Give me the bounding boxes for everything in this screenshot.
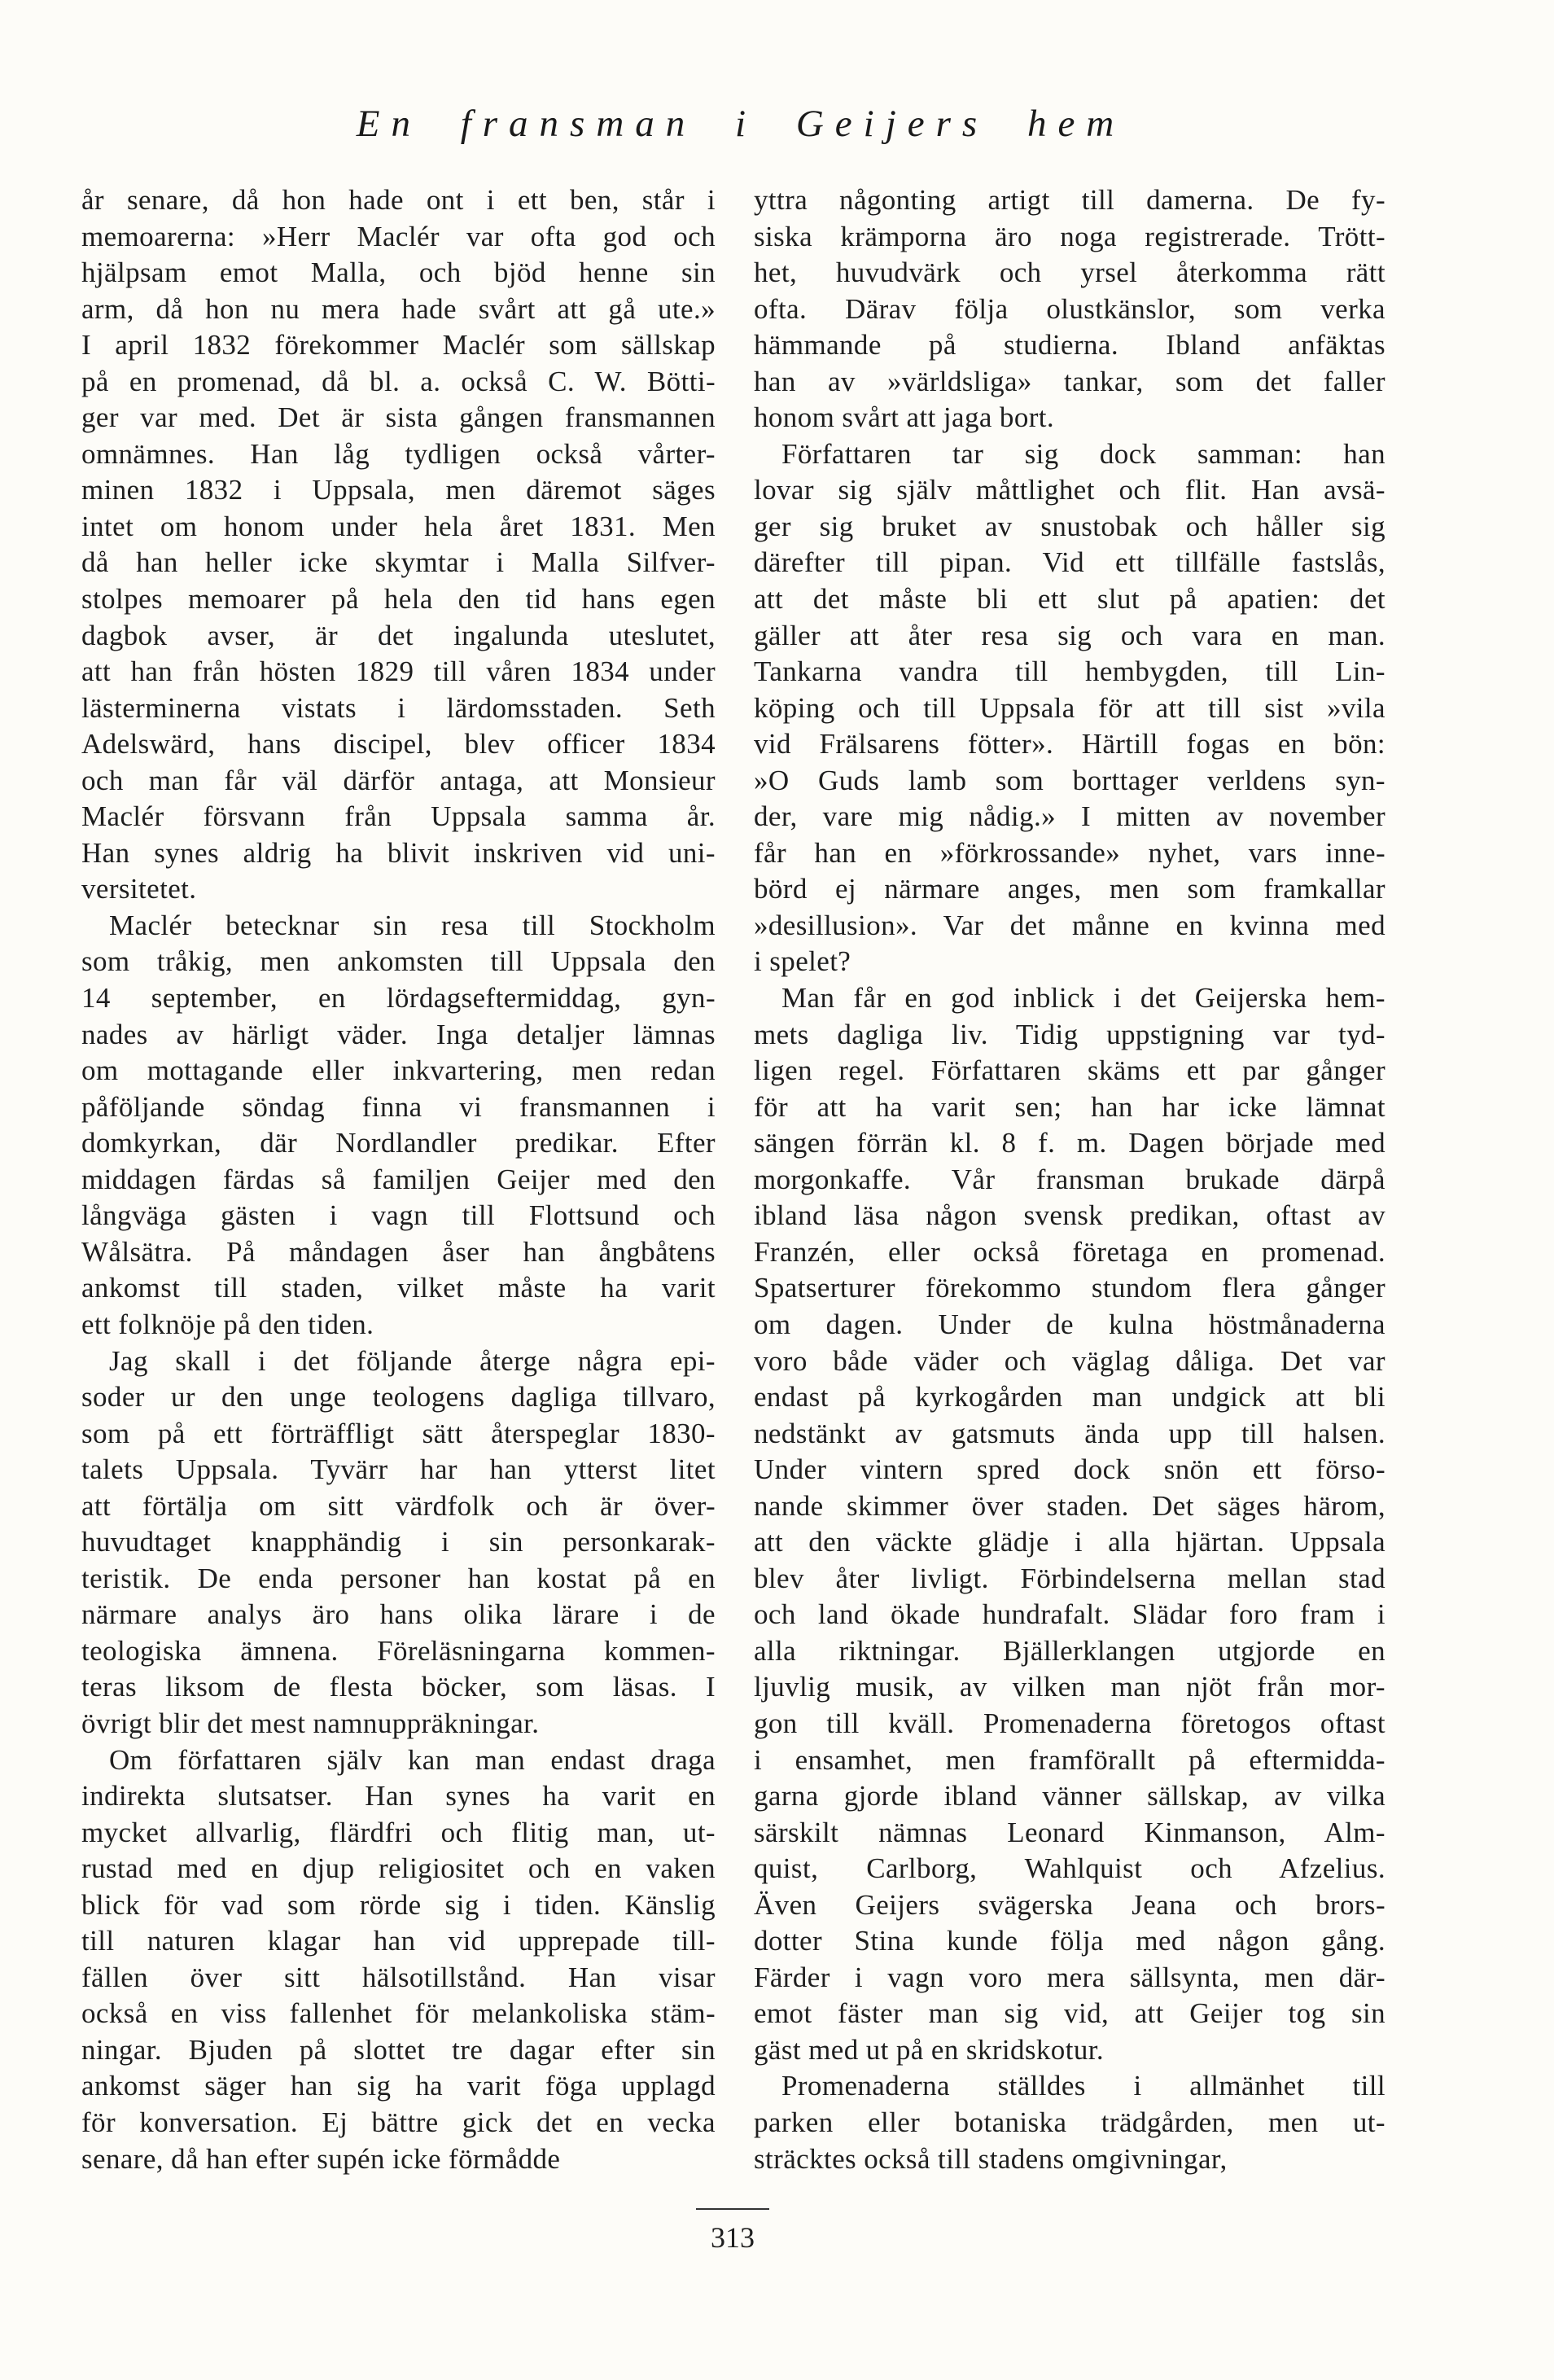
text-line: Under vintern spred dock snön ett förso- — [754, 1453, 1385, 1486]
text-line: teras liksom de flesta böcker, som läsas. I — [81, 1671, 716, 1703]
text-line: nades av härligt väder. Inga detaljer lämnas — [81, 1018, 716, 1050]
text-line: börd ej närmare anges, men som framkallar — [754, 873, 1385, 905]
text-line: gäller att åter resa sig och vara en man. — [754, 619, 1385, 651]
text-line: parken eller botaniska trädgården, men ut- — [754, 2106, 1385, 2138]
text-column-right — [754, 182, 1385, 2177]
text-line: honom svårt att jaga bort. — [754, 401, 1055, 434]
text-line: Jag skall i det följande återge några epi- — [109, 1344, 716, 1377]
text-line: intet om honom under hela året 1831. Men — [81, 510, 716, 542]
text-line: närmare analys äro hans olika lärare i de — [81, 1598, 716, 1631]
text-line: siska krämporna äro noga registrerade. Trött- — [754, 220, 1385, 252]
text-line: ankomst till staden, vilket måste ha varit — [81, 1272, 716, 1304]
text-line: teologiska ämnena. Föreläsningarna kommen- — [81, 1634, 716, 1667]
text-line: ofta. Därav följa olustkänslor, som verka — [754, 292, 1385, 325]
text-line: nande skimmer över staden. Det säges härom, — [754, 1489, 1385, 1522]
text-line: dotter Stina kunde följa med någon gång. — [754, 1925, 1385, 1957]
paragraph — [754, 182, 1385, 436]
text-line: och man får väl därför antaga, att Monsieur — [81, 764, 716, 796]
text-line: garna gjorde ibland vänner sällskap, av vilka — [754, 1780, 1385, 1812]
text-line: om mottagande eller inkvartering, men redan — [81, 1054, 716, 1087]
text-line: soder ur den unge teologens dagliga tillvaro, — [81, 1381, 716, 1414]
text-column-left — [81, 182, 716, 2177]
text-line: memoarerna: »Herr Maclér var ofta god och — [81, 220, 716, 252]
text-line: Adelswärd, hans discipel, blev officer 1834 — [81, 728, 716, 760]
text-line: gon till kväll. Promenaderna företogos oftast — [754, 1707, 1385, 1739]
text-line: långväga gästen i vagn till Flottsund och — [81, 1199, 716, 1232]
text-line: yttra någonting artigt till damerna. De fy- — [754, 184, 1385, 216]
text-line: Maclér betecknar sin resa till Stockholm — [109, 909, 716, 941]
paragraph — [81, 1343, 716, 1742]
text-line: sängen förrän kl. 8 f. m. Dagen började med — [754, 1127, 1385, 1159]
text-line: år senare, då hon hade ont i ett ben, står i — [81, 184, 716, 216]
text-line: voro både väder och väglag dåliga. Det var — [754, 1344, 1385, 1377]
text-line: ger sig bruket av snustobak och håller sig — [754, 510, 1385, 542]
text-line: indirekta slutsatser. Han synes ha varit en — [81, 1780, 716, 1812]
text-line: som på ett förträffligt sätt återspeglar 1830- — [81, 1417, 716, 1449]
text-line: för konversation. Ej bättre gick det en vecka — [81, 2106, 716, 2138]
text-line: mets dagliga liv. Tidig uppstigning var tyd- — [754, 1018, 1385, 1050]
text-line: hämmande på studierna. Ibland anfäktas — [754, 329, 1385, 362]
text-line: också en viss fallenhet för melankoliska stäm- — [81, 1997, 716, 2030]
text-line: får han en »förkrossande» nyhet, vars inne- — [754, 836, 1385, 869]
text-line: Om författaren själv kan man endast draga — [109, 1743, 716, 1776]
text-line: senare, då han efter supén icke förmådde — [81, 2142, 561, 2175]
text-line: köping och till Uppsala för att till sist »vila — [754, 691, 1385, 724]
text-line: lovar sig själv måttlighet och flit. Han avsä- — [754, 474, 1385, 506]
text-line: att han från hösten 1829 till våren 1834 under — [81, 655, 716, 688]
text-line: talets Uppsala. Tyvärr har han ytterst litet — [81, 1453, 716, 1486]
text-line: till naturen klagar han vid upprepade till- — [81, 1925, 716, 1957]
text-line: särskilt nämnas Leonard Kinmanson, Alm- — [754, 1816, 1385, 1848]
text-line: som tråkig, men ankomsten till Uppsala den — [81, 945, 716, 978]
text-line: blick för vad som rörde sig i tiden. Känslig — [81, 1888, 716, 1921]
text-line: Spatserturer förekommo stundom flera gånger — [754, 1272, 1385, 1304]
text-line: Man får en god inblick i det Geijerska hem- — [781, 982, 1385, 1015]
paragraph — [754, 2068, 1385, 2177]
text-line: att förtälja om sitt värdfolk och är över- — [81, 1489, 716, 1522]
text-line: »desillusion». Var det månne en kvinna med — [754, 909, 1385, 941]
paragraph — [754, 436, 1385, 980]
text-line: teristik. De enda personer han kostat på en — [81, 1562, 716, 1594]
text-line: sträcktes också till stadens omgivningar, — [754, 2142, 1228, 2175]
text-line: för att ha varit sen; han har icke lämnat — [754, 1090, 1385, 1123]
text-line: och land ökade hundrafalt. Slädar foro fram i — [754, 1598, 1385, 1631]
text-line: därefter till pipan. Vid ett tillfälle fastslås, — [754, 546, 1385, 579]
text-line: huvudtaget knapphändig i sin personkarak- — [81, 1526, 716, 1558]
text-line: dagbok avser, är det ingalunda uteslutet, — [81, 619, 716, 651]
text-line: ankomst säger han sig ha varit föga upplagd — [81, 2070, 716, 2102]
text-line: stolpes memoarer på hela den tid hans egen — [81, 583, 716, 616]
text-line: Franzén, eller också företaga en promenad. — [754, 1235, 1385, 1268]
paragraph — [81, 908, 716, 1343]
text-line: ligen regel. Författaren skäms ett par gånger — [754, 1054, 1385, 1087]
text-line: han av »världsliga» tankar, som det faller — [754, 365, 1385, 397]
text-line: endast på kyrkogården man undgick att bli — [754, 1381, 1385, 1414]
text-line: övrigt blir det mest namnuppräkningar. — [81, 1707, 540, 1739]
page-number: 313 — [711, 2221, 755, 2254]
text-line: Tankarna vandra till hembygden, till Lin- — [754, 655, 1385, 688]
running-title: En fransman i Geijers hem — [356, 103, 1126, 145]
text-line: då han heller icke skymtar i Malla Silfver- — [81, 546, 716, 579]
text-line: »O Guds lamb som borttager verldens syn- — [754, 764, 1385, 796]
text-line: emot fäster man sig vid, att Geijer tog sin — [754, 1997, 1385, 2030]
text-line: i spelet? — [754, 945, 851, 978]
text-line: gäst med ut på en skridskotur. — [754, 2033, 1105, 2066]
text-line: om dagen. Under de kulna höstmånaderna — [754, 1308, 1385, 1340]
text-line: Även Geijers svägerska Jeana och brors- — [754, 1888, 1385, 1921]
text-line: quist, Carlborg, Wahlquist och Afzelius. — [754, 1852, 1385, 1885]
text-line: Färder i vagn voro mera sällsynta, men där- — [754, 1961, 1385, 1993]
paragraph — [81, 1742, 716, 2178]
text-line: domkyrkan, där Nordlandler predikar. Efter — [81, 1127, 716, 1159]
text-line: Wålsätra. På måndagen åser han ångbåtens — [81, 1235, 716, 1268]
text-line: Han synes aldrig ha blivit inskriven vid uni- — [81, 836, 716, 869]
text-line: versitetet. — [81, 873, 197, 905]
text-line: ljuvlig musik, av vilken man njöt från mor- — [754, 1671, 1385, 1703]
text-line: minen 1832 i Uppsala, men däremot säges — [81, 474, 716, 506]
text-line: nedstänkt av gatsmuts ända upp till halsen. — [754, 1417, 1385, 1449]
paragraph — [754, 980, 1385, 2068]
text-line: mycket allvarlig, flärdfri och flitig man, ut- — [81, 1816, 716, 1848]
text-line: hjälpsam emot Malla, och bjöd henne sin — [81, 256, 716, 289]
text-line: rustad med en djup religiositet och en vaken — [81, 1852, 716, 1885]
text-line: omnämnes. Han låg tydligen också vårter- — [81, 437, 716, 470]
text-line: ger var med. Det är sista gången fransmannen — [81, 401, 716, 434]
text-line: påföljande söndag finna vi fransmannen i — [81, 1090, 716, 1123]
text-line: Maclér försvann från Uppsala samma år. — [81, 800, 716, 833]
text-line: på en promenad, då bl. a. också C. W. Bötti- — [81, 365, 716, 397]
text-line: middagen färdas så familjen Geijer med den — [81, 1163, 716, 1195]
text-line: vid Frälsarens fötter». Härtill fogas en bön: — [754, 728, 1385, 760]
text-line: i ensamhet, men framförallt på eftermidda- — [754, 1743, 1385, 1776]
text-line: alla riktningar. Bjällerklangen utgjorde en — [754, 1634, 1385, 1667]
text-line: Författaren tar sig dock samman: han — [781, 437, 1385, 470]
text-line: der, vare mig nådig.» I mitten av november — [754, 800, 1385, 833]
text-line: att den väckte glädje i alla hjärtan. Uppsala — [754, 1526, 1385, 1558]
text-line: ett folknöje på den tiden. — [81, 1308, 374, 1340]
text-line: att det måste bli ett slut på apatien: det — [754, 583, 1385, 616]
paragraph — [81, 182, 716, 908]
text-line: ningar. Bjuden på slottet tre dagar efter sin — [81, 2033, 716, 2066]
text-line: arm, då hon nu mera hade svårt att gå ute.» — [81, 292, 716, 325]
text-line: ibland läsa någon svensk predikan, oftast av — [754, 1199, 1385, 1232]
text-line: fällen över sitt hälsotillstånd. Han visar — [81, 1961, 716, 1993]
text-line: 14 september, en lördagseftermiddag, gyn- — [81, 982, 716, 1015]
text-line: blev åter livligt. Förbindelserna mellan stad — [754, 1562, 1385, 1594]
text-line: het, huvudvärk och yrsel återkomma rätt — [754, 256, 1385, 289]
text-line: morgonkaffe. Vår fransman brukade därpå — [754, 1163, 1385, 1195]
text-line: Promenaderna ställdes i allmänhet till — [781, 2070, 1385, 2102]
text-line: lästerminerna vistats i lärdomsstaden. Seth — [81, 691, 716, 724]
folio-rule — [696, 2208, 769, 2210]
text-line: I april 1832 förekommer Maclér som sällskap — [81, 329, 716, 362]
